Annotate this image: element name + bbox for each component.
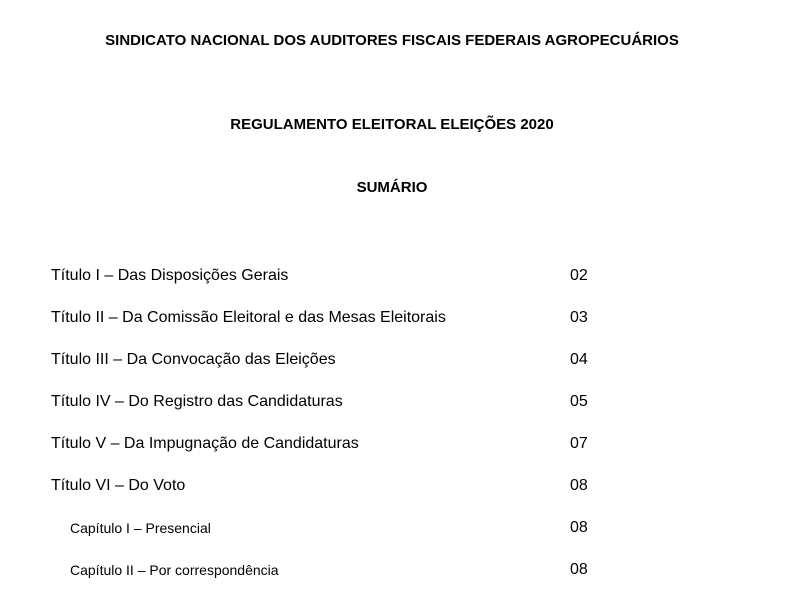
organization-name: SINDICATO NACIONAL DOS AUDITORES FISCAIS FEDERAIS AGROPECUÁRIOS	[105, 32, 679, 49]
toc-entry-label: Título III – Da Convocação das Eleições	[51, 351, 336, 368]
table-of-contents	[51, 264, 611, 600]
toc-entry-page: 03	[570, 309, 588, 326]
toc-entry-label: Título I – Das Disposições Gerais	[51, 267, 289, 284]
summary-heading: SUMÁRIO	[356, 179, 428, 196]
toc-entry	[51, 264, 611, 306]
toc-subentry	[51, 558, 611, 600]
toc-entry	[51, 432, 611, 474]
toc-entry	[51, 390, 611, 432]
toc-entry-page: 08	[570, 477, 588, 494]
toc-subentry-label: Capítulo I – Presencial	[70, 520, 211, 536]
toc-entry	[51, 474, 611, 516]
document-title: REGULAMENTO ELEITORAL ELEIÇÕES 2020	[230, 116, 554, 133]
toc-entry-label: Título VI – Do Voto	[51, 477, 186, 494]
toc-entry-page: 07	[570, 435, 588, 452]
toc-subentry-page: 08	[570, 561, 588, 578]
toc-entry	[51, 348, 611, 390]
toc-subentry-label: Capítulo II – Por correspondência	[70, 562, 279, 578]
toc-subentry	[51, 516, 611, 558]
toc-entry-page: 02	[570, 267, 588, 284]
toc-entry-page: 04	[570, 351, 588, 368]
toc-entry-page: 05	[570, 393, 588, 410]
toc-entry	[51, 306, 611, 348]
toc-entry-label: Título II – Da Comissão Eleitoral e das Mesas Eleitorais	[51, 309, 446, 326]
toc-subentry-page: 08	[570, 519, 588, 536]
toc-entry-label: Título V – Da Impugnação de Candidaturas	[51, 435, 359, 452]
toc-entry-label: Título IV – Do Registro das Candidaturas	[51, 393, 343, 410]
